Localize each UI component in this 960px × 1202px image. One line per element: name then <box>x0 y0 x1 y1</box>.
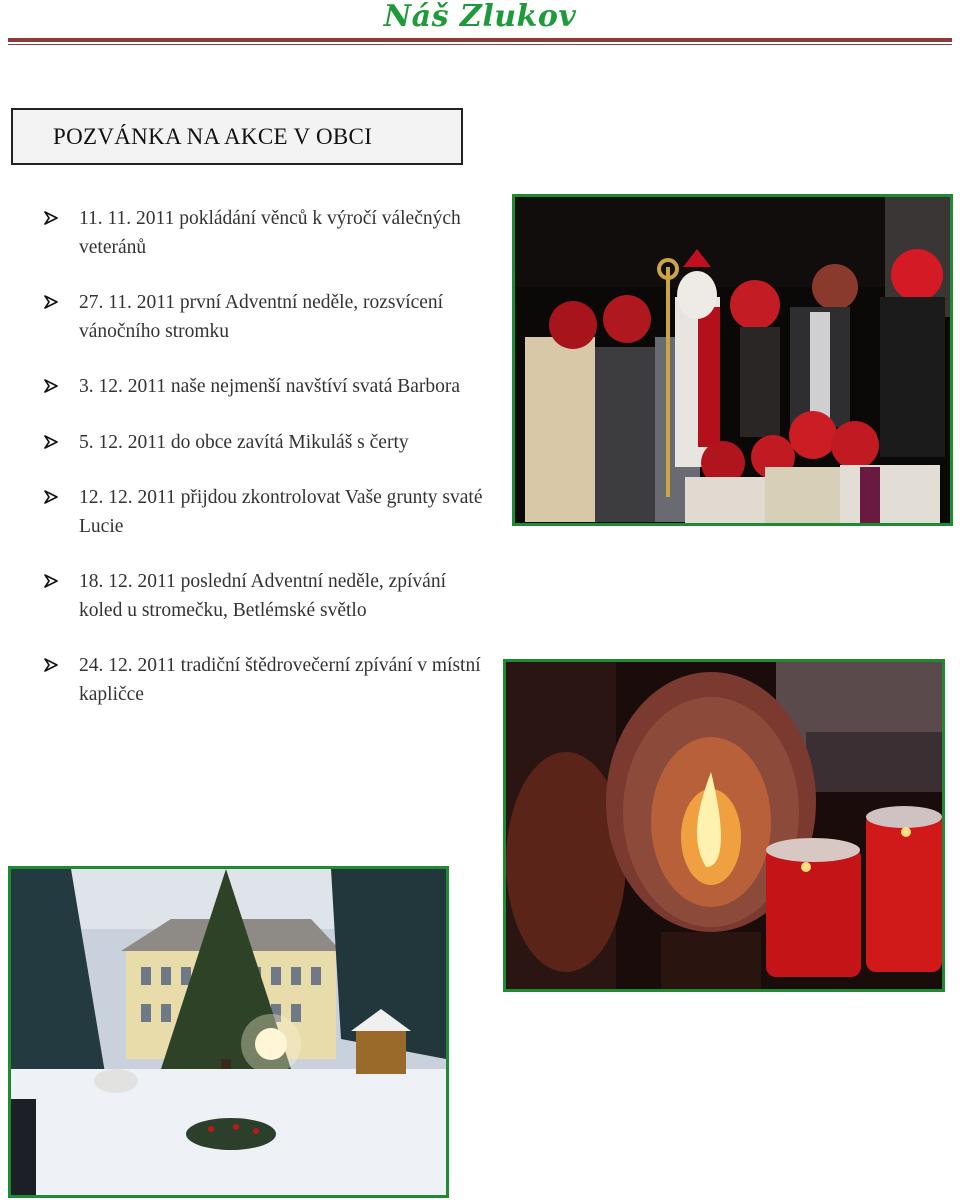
arrow-bullet-icon <box>44 295 58 309</box>
invitation-box <box>11 108 463 165</box>
event-list <box>44 205 484 736</box>
event-item <box>44 484 484 541</box>
photo-christmas-tree <box>8 866 449 1198</box>
event-text: 18. 12. 2011 poslední Adventní neděle, zpívání koled u stromečku, Betlémské světlo <box>79 571 447 621</box>
event-text: 5. 12. 2011 do obce zavítá Mikuláš s čerty <box>79 431 409 453</box>
event-item <box>44 652 484 709</box>
header-rule-thick <box>8 38 952 42</box>
event-text: 24. 12. 2011 tradiční štědrovečerní zpívání v místní kapličce <box>79 655 481 705</box>
masthead <box>0 0 960 40</box>
event-text: 3. 12. 2011 naše nejmenší navštíví svatá Barbora <box>79 376 461 397</box>
arrow-bullet-icon <box>44 658 58 672</box>
invitation-heading: POZVÁNKA NA AKCE V OBCI <box>53 123 373 149</box>
event-text: 27. 11. 2011 první Adventní neděle, rozsvícení vánočního stromku <box>79 292 444 342</box>
photo-mikulas-devils <box>512 194 953 526</box>
event-text: 12. 12. 2011 přijdou zkontrolovat Vaše grunty svaté Lucie <box>79 487 483 537</box>
event-item <box>44 289 484 346</box>
arrow-bullet-icon <box>44 435 58 449</box>
header-rule-thin <box>8 44 952 45</box>
photo-oil-lamp <box>503 659 945 992</box>
arrow-bullet-icon <box>44 490 58 504</box>
arrow-bullet-icon <box>44 211 58 225</box>
arrow-bullet-icon <box>44 574 58 588</box>
arrow-bullet-icon <box>44 379 58 393</box>
event-item <box>44 429 484 458</box>
event-text: 11. 11. 2011 pokládání věnců k výročí válečných veteránů <box>79 208 461 258</box>
event-item <box>44 373 484 402</box>
event-item <box>44 205 484 262</box>
event-item <box>44 568 484 625</box>
page-title: Náš Zlukov <box>383 0 577 34</box>
